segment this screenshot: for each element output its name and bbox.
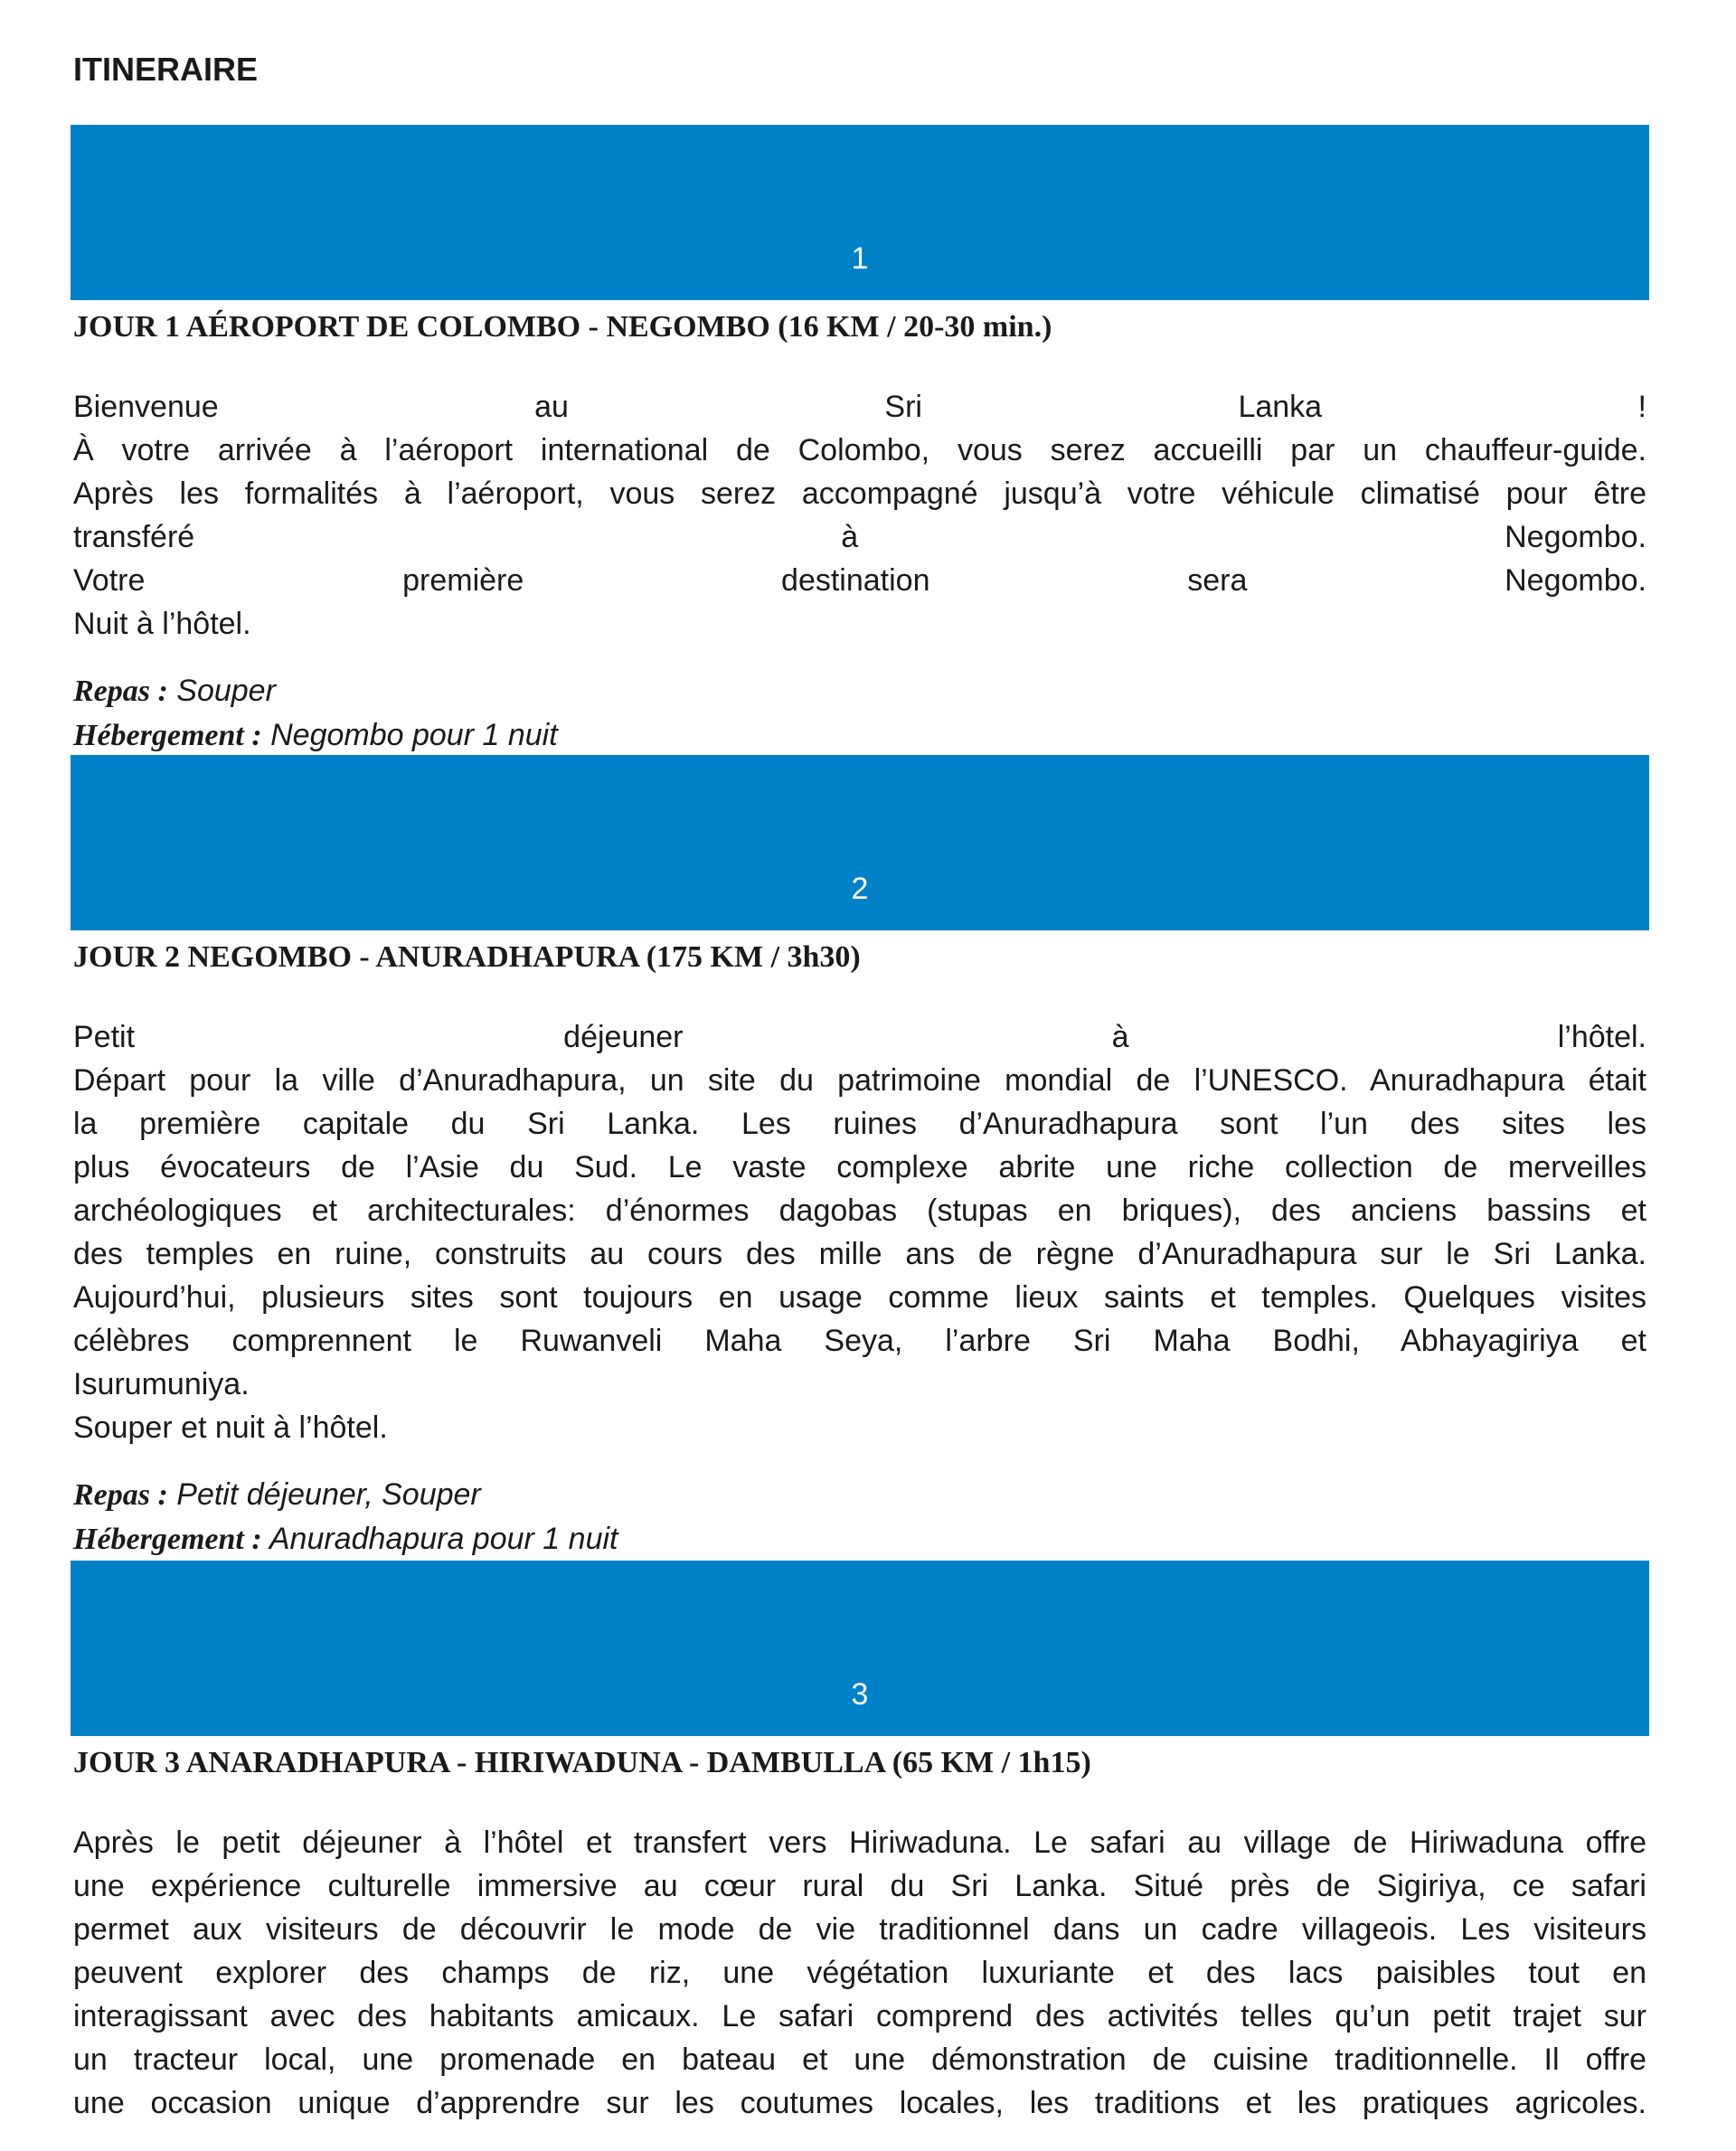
day-1-description [73, 385, 1646, 646]
day-2-line: plus évocateurs de l’Asie du Sud. Le vaste complexe abrite une riche collection de merveilles [73, 1150, 1646, 1184]
lodging-label: Hébergement : [73, 719, 262, 752]
day-2-description [73, 1015, 1646, 1449]
day-1-heading: JOUR 1 AÉROPORT DE COLOMBO - NEGOMBO (16 KM / 20-30 min.) [73, 310, 1052, 344]
day-2-line: Souper et nuit à l’hôtel. [73, 1410, 388, 1445]
day-2-line: Départ pour la ville d’Anuradhapura, un site du patrimoine mondial de l’UNESCO. Anuradhapura était [73, 1063, 1646, 1098]
day-3-line: interagissant avec des habitants amicaux. Le safari comprend des activités telles qu’un petit trajet sur [73, 1999, 1646, 2033]
day-1-line: Nuit à l’hôtel. [73, 607, 251, 641]
day-2-number: 2 [851, 872, 869, 906]
day-3-number: 3 [851, 1677, 869, 1712]
day-3-line: un tracteur local, une promenade en bateau et une démonstration de cuisine traditionnelle. Il offre [73, 2043, 1646, 2077]
day-2-line: Isurumuniya. [73, 1367, 250, 1401]
day-3-line: une occasion unique d’apprendre sur les coutumes locales, les traditions et les pratiques agricoles. [73, 2086, 1646, 2120]
day-1-meals [73, 669, 1649, 713]
day-1-line: Votre première destination sera Negombo. [73, 563, 1646, 598]
day-2-line: la première capitale du Sri Lanka. Les ruines d’Anuradhapura sont l’un des sites les [73, 1107, 1646, 1141]
day-3-heading: JOUR 3 ANARADHAPURA - HIRIWADUNA - DAMBULLA (65 KM / 1h15) [73, 1746, 1091, 1779]
meals-value: Petit déjeuner, Souper [167, 1477, 481, 1512]
meals-value: Souper [167, 674, 276, 708]
day-2-line: Aujourd’hui, plusieurs sites sont toujours en usage comme lieux saints et temples. Quelques visites [73, 1280, 1646, 1315]
day-1-lodging [73, 713, 1649, 758]
day-2-line: Petit déjeuner à l’hôtel. [73, 1020, 1646, 1054]
day-3-line: permet aux visiteurs de découvrir le mode de vie traditionnel dans un cadre villageois. Les visiteurs [73, 1912, 1646, 1947]
day-2-section [71, 755, 1649, 1561]
document-title: ITINERAIRE [73, 51, 259, 88]
day-2-line: archéologiques et architecturales: d’énormes dagobas (stupas en briques), des anciens bassins et [73, 1193, 1646, 1228]
day-1-line: À votre arrivée à l’aéroport international de Colombo, vous serez accueilli par un chauffeur-guide. [73, 433, 1646, 467]
day-1-line: transféré à Negombo. [73, 520, 1646, 554]
day-2-banner [71, 755, 1649, 930]
day-3-section [71, 1561, 1649, 2125]
lodging-label: Hébergement : [73, 1523, 262, 1556]
day-3-line: peuvent explorer des champs de riz, une végétation luxuriante et des lacs paisibles tout en [73, 1956, 1646, 1990]
day-1-banner [71, 125, 1649, 300]
day-1-section [71, 125, 1649, 758]
day-3-line: Après le petit déjeuner à l’hôtel et transfert vers Hiriwaduna. Le safari au village de Hiriwaduna offre [73, 1826, 1646, 1860]
lodging-value: Anuradhapura pour 1 nuit [261, 1522, 618, 1556]
day-1-line: Bienvenue au Sri Lanka ! [73, 390, 1646, 424]
day-3-banner [71, 1561, 1649, 1736]
day-1-line: Après les formalités à l’aéroport, vous serez accompagné jusqu’à votre véhicule climatisé pour être [73, 476, 1646, 511]
day-3-line: une expérience culturelle immersive au cœur rural du Sri Lanka. Situé près de Sigiriya, ce safari [73, 1869, 1646, 1903]
day-3-description [73, 1821, 1646, 2125]
day-2-heading: JOUR 2 NEGOMBO - ANURADHAPURA (175 KM / 3h30) [73, 940, 861, 974]
day-2-line: célèbres comprennent le Ruwanveli Maha Seya, l’arbre Sri Maha Bodhi, Abhayagiriya et [73, 1324, 1646, 1358]
lodging-value: Negombo pour 1 nuit [261, 718, 558, 752]
day-2-line: des temples en ruine, construits au cours des mille ans de règne d’Anuradhapura sur le Sri Lanka. [73, 1237, 1646, 1271]
meals-label: Repas : [73, 675, 168, 708]
meals-label: Repas : [73, 1478, 168, 1512]
day-2-meals [73, 1473, 1649, 1517]
day-2-info [73, 1473, 1649, 1561]
day-2-lodging [73, 1517, 1649, 1561]
day-1-number: 1 [851, 241, 869, 276]
day-1-info [73, 669, 1649, 758]
